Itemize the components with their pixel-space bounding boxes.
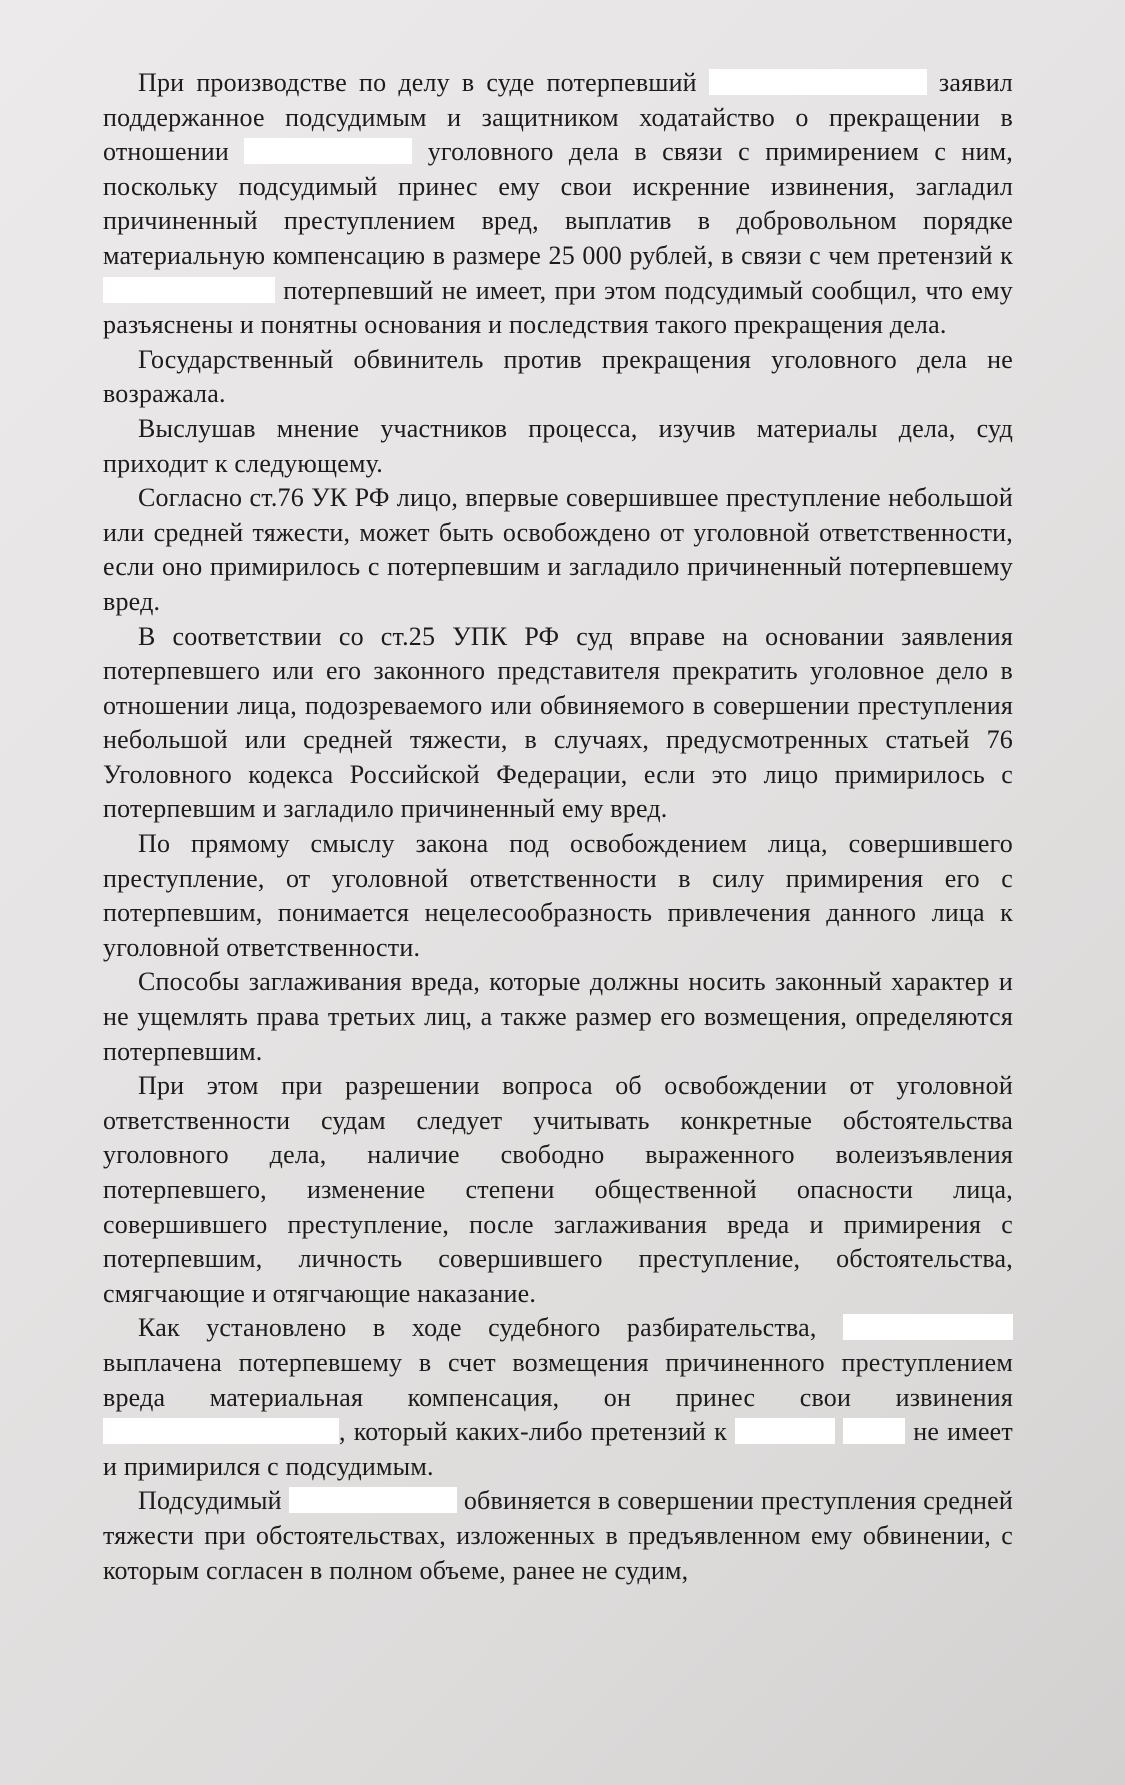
redaction-box <box>103 1418 339 1444</box>
paragraph-text: уголовного дела в связи с примирением с ним, поскольку подсудимый принес ему свои искренние извинения, загладил причиненный преступлением вред, выплатив в добровольном порядке материальную компенсацию в размере 25 000 рублей, в связи с чем претензий к <box>103 137 1013 270</box>
paragraph-article-25: В соответствии со ст.25 УПК РФ суд вправе на основании заявления потерпевшего или его законного представителя прекратить уголовное дело в отношении лица, подозреваемого или обвиняемого в совершении преступления небольшой или средней тяжести, в случаях, предусмотренных статьей 76 Уголовного кодекса Российской Федерации, если это лицо примирилось с потерпевшим и загладило причиненный ему вред. <box>103 621 1013 824</box>
paragraph-text: При производстве по делу в суде потерпевший <box>138 68 709 97</box>
redaction-box <box>843 1418 905 1444</box>
paragraph-article-76: Согласно ст.76 УК РФ лицо, впервые совершившее преступление небольшой или средней тяжести, может быть освобождено от уголовной ответственности, если оно примирилось с потерпевшим и загладило причиненный потерпевшему вред. <box>103 483 1013 616</box>
paragraph-text: Как установлено в ходе судебного разбирательства, <box>138 1313 843 1343</box>
paragraph-text: заявил поддержанное подсудимым и защитником ходатайство о прекращении в отношении <box>103 68 1013 167</box>
paragraph-text: Подсудимый <box>138 1486 289 1516</box>
paragraph-text: не имеет и примирился с подсудимым. <box>103 1417 1013 1481</box>
paragraph-court-hearing: Выслушав мнение участников процесса, изучив материалы дела, суд приходит к следующему. <box>103 413 1013 478</box>
paragraph-petition <box>103 66 1013 343</box>
paragraph-established <box>103 1311 1013 1484</box>
paragraph-text: выплачена потерпевшему в счет возмещения причиненного преступлением вреда материальная компенсация, он принес свои извинения <box>103 1347 1013 1412</box>
paragraph-text: , который каких-либо претензий к <box>339 1417 736 1447</box>
paragraph-prosecutor: Государственный обвинитель против прекращения уголовного дела не возражала. <box>103 344 1013 409</box>
redaction-box <box>709 69 927 95</box>
paragraph-law-meaning: По прямому смыслу закона под освобождением лица, совершившего преступление, от уголовной ответственности в силу примирения его с потерпевшим, понимается нецелесообразность привлечения данного лица к уголовной ответственности. <box>103 829 1013 962</box>
paragraph-harm-methods: Способы заглаживания вреда, которые должны носить законный характер и не ущемлять права третьих лиц, а также размер его возмещения, определяются потерпевшим. <box>103 967 1013 1066</box>
redaction-box <box>289 1487 457 1513</box>
redaction-box <box>103 277 275 303</box>
paragraph-text: потерпевший не имеет, при этом подсудимый сообщил, что ему разъяснены и понятны основания и последствия такого прекращения дела. <box>103 275 1013 340</box>
paragraph-defendant <box>103 1484 1013 1588</box>
redaction-box <box>843 1314 1013 1340</box>
redaction-box <box>735 1418 835 1444</box>
document-body <box>103 66 1013 1588</box>
paragraph-text <box>835 1417 843 1446</box>
redaction-box <box>244 138 412 164</box>
paragraph-court-considerations: При этом при разрешении вопроса об освобождении от уголовной ответственности судам следует учитывать конкретные обстоятельства уголовного дела, наличие свободно выраженного волеизъявления потерпевшего, изменение степени общественной опасности лица, совершившего преступление, после заглаживания вреда и примирения с потерпевшим, личность совершившего преступление, обстоятельства, смягчающие и отягчающие наказание. <box>103 1071 1013 1308</box>
paragraph-text: обвиняется в совершении преступления средней тяжести при обстоятельствах, изложенных в предъявленном ему обвинении, с которым согласен в полном объеме, ранее не судим, <box>103 1486 1013 1585</box>
